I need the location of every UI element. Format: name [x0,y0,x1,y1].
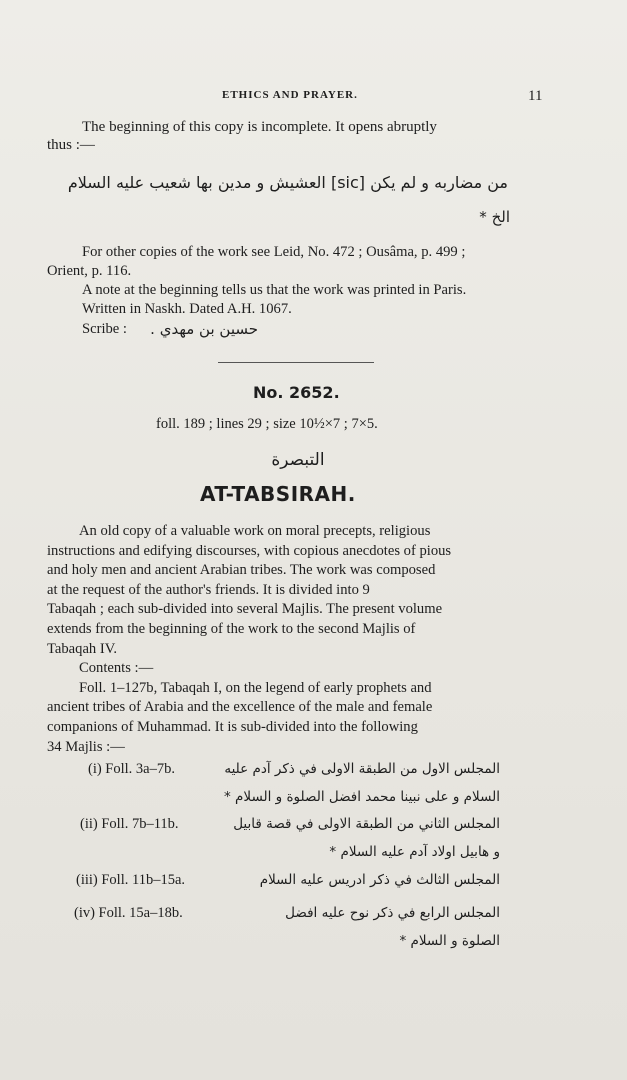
foll-line: 34 Majlis :— [47,738,125,755]
desc-line: Tabaqah IV. [47,640,118,657]
majlis-arabic-1: المجلس الثاني من الطبقة الاولى في قصة قابيل [233,816,500,832]
other-copies-line-1: For other copies of the work see Leid, No. 472 ; Ousâma, p. 499 ; [82,244,466,260]
desc-line: and holy men and ancient Arabian tribes. The work was composed [47,562,436,579]
majlis-arabic-1: المجلس الاول من الطبقة الاولى في ذكر آدم عليه [224,761,500,777]
foll-line: Foll. 1–127b, Tabaqah I, on the legend of early prophets and [79,679,432,696]
desc-line: Tabaqah ; each sub-divided into several Majlis. The present volume [47,601,443,618]
entry-description [47,522,537,757]
desc-line: instructions and edifying discourses, with copious anecdotes of pious [47,542,452,559]
page-number: 11 [528,88,543,104]
arabic-quote-line-2: الخ * [479,208,510,226]
entry-meta: foll. 189 ; lines 29 ; size 10½×7 ; 7×5. [156,416,378,432]
running-header: ETHICS AND PRAYER. [222,89,358,101]
entry-title: AT-TABSIRAH. [200,482,356,506]
entry-number: No. 2652. [253,383,340,402]
majlis-label: (iv) Foll. 15a–18b. [74,905,183,921]
prev-text-line-2: thus :— [47,137,95,153]
majlis-label: (iii) Foll. 11b–15a. [76,872,186,888]
contents-label: Contents :— [79,660,154,677]
print-note: A note at the beginning tells us that the work was printed in Paris. [82,282,467,298]
scribe-name: حسين بن مهدي . [150,320,258,338]
prev-text-line-1: The beginning of this copy is incomplete. It opens abruptly [82,119,437,135]
majlis-arabic-1: المجلس الرابع في ذكر نوح عليه افضل [285,905,500,921]
desc-line: at the request of the author's friends. It is divided into 9 [47,581,370,598]
other-copies-line-2: Orient, p. 116. [47,263,132,279]
scribe-label: Scribe : [82,321,127,337]
majlis-arabic-1: المجلس الثالث في ذكر ادريس عليه السلام [259,872,500,888]
majlis-arabic-2: الصلوة و السلام * [399,933,500,949]
arabic-quote-line-1: من مضاربه و لم يكن [sic] العشيش و مدين بها شعيب عليه السلام [67,173,508,192]
majlis-arabic-2: السلام و على نبينا محمد افضل الصلوة و السلام * [224,789,500,805]
foll-line: companions of Muhammad. It is sub-divided into the following [47,718,418,735]
majlis-arabic-2: و هابيل اولاد آدم عليه السلام * [329,844,500,860]
majlis-label: (ii) Foll. 7b–11b. [80,816,179,832]
desc-line: An old copy of a valuable work on moral precepts, religious [79,523,431,539]
section-divider [218,362,374,363]
arabic-title: التبصرة [271,450,325,470]
majlis-label: (i) Foll. 3a–7b. [88,761,175,777]
desc-line: extends from the beginning of the work to the second Majlis of [47,620,416,637]
written-dated: Written in Naskh. Dated A.H. 1067. [82,301,292,317]
foll-line: ancient tribes of Arabia and the excellence of the male and female [47,699,433,716]
